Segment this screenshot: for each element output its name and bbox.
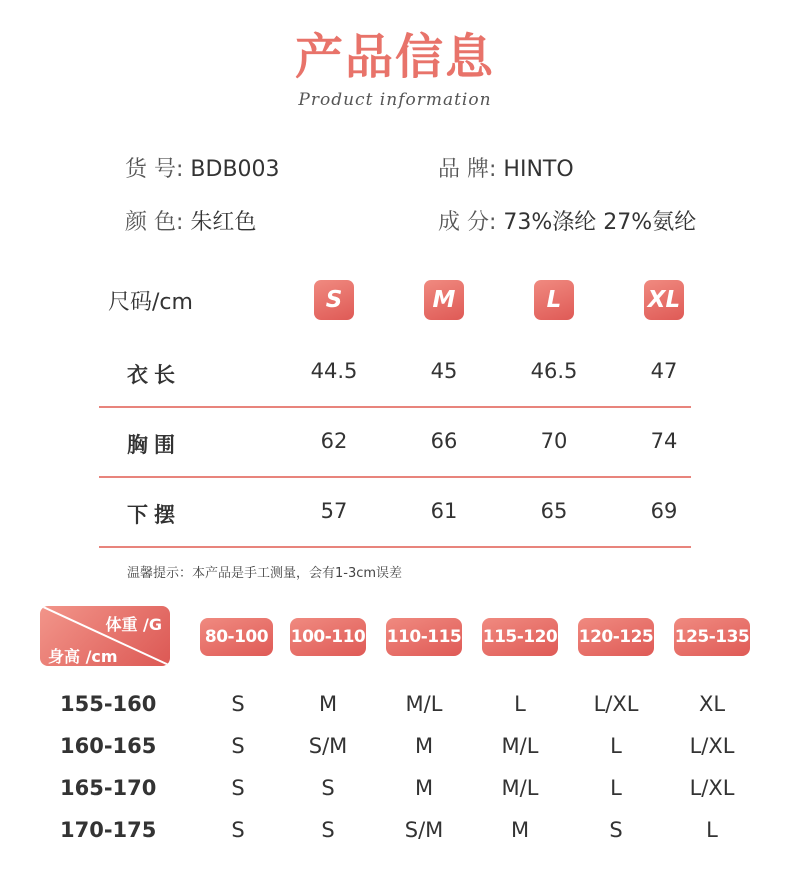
cell-chest-s: 62 xyxy=(320,429,348,453)
cell-hem-m: 61 xyxy=(430,499,458,523)
row-label-hem: 下摆 xyxy=(127,503,181,527)
recommend-cell: L xyxy=(514,692,526,716)
material-label: 成 分: xyxy=(438,210,497,235)
page-title: 产品信息 xyxy=(294,29,495,85)
material-value: 73%涤纶 27%氨纶 xyxy=(503,210,697,235)
cell-length-m: 45 xyxy=(430,359,458,383)
sku-label: 货 号: xyxy=(125,157,184,182)
recommend-cell: M/L xyxy=(405,692,443,716)
recommend-corner-header xyxy=(40,606,170,666)
recommend-cell: XL xyxy=(698,692,726,716)
recommend-cell: S xyxy=(231,692,245,716)
recommend-cell: S xyxy=(321,776,335,800)
recommend-cell: M xyxy=(510,818,530,842)
weight-badge: 110-115 xyxy=(386,618,462,656)
recommend-cell: S xyxy=(231,818,245,842)
row-divider xyxy=(99,546,691,548)
height-range-label: 165-170 xyxy=(60,776,157,800)
cell-chest-l: 70 xyxy=(540,429,568,453)
sku-value: BDB003 xyxy=(190,157,280,182)
recommend-cell: L/XL xyxy=(689,734,735,758)
weight-badge: 100-110 xyxy=(290,618,366,656)
recommend-cell: S/M xyxy=(404,818,444,842)
recommend-cell: S xyxy=(231,776,245,800)
recommend-cell: S/M xyxy=(308,734,348,758)
weight-axis-label: 体重 /G xyxy=(105,615,162,634)
cell-length-s: 44.5 xyxy=(310,359,358,383)
brand-value: HINTO xyxy=(503,157,574,182)
recommend-cell: L/XL xyxy=(689,776,735,800)
recommend-cell: M xyxy=(318,692,338,716)
material-info xyxy=(438,205,696,236)
recommend-cell: M/L xyxy=(501,734,539,758)
recommend-cell: M xyxy=(414,776,434,800)
recommend-cell: L xyxy=(610,776,622,800)
height-range-label: 155-160 xyxy=(60,692,157,716)
cell-chest-m: 66 xyxy=(430,429,458,453)
recommend-cell: S xyxy=(231,734,245,758)
recommend-cell: M xyxy=(414,734,434,758)
cell-length-l: 46.5 xyxy=(530,359,578,383)
cell-hem-xl: 69 xyxy=(650,499,678,523)
sku-info xyxy=(125,152,280,183)
row-divider xyxy=(99,406,691,408)
brand-label: 品 牌: xyxy=(438,157,497,182)
color-value: 朱红色 xyxy=(190,210,257,235)
weight-badge: 80-100 xyxy=(200,618,273,656)
size-badge-s: S xyxy=(314,280,354,320)
measurement-note: 温馨提示：本产品是手工测量，会有1-3cm误差 xyxy=(127,566,403,581)
cell-hem-s: 57 xyxy=(320,499,348,523)
color-label: 颜 色: xyxy=(125,210,184,235)
row-divider xyxy=(99,476,691,478)
weight-badge: 120-125 xyxy=(578,618,654,656)
weight-badge: 115-120 xyxy=(482,618,558,656)
height-axis-label: 身高 /cm xyxy=(48,647,118,666)
row-label-chest: 胸围 xyxy=(127,433,181,457)
weight-badge: 125-135 xyxy=(674,618,750,656)
recommend-cell: S xyxy=(609,818,623,842)
height-range-label: 170-175 xyxy=(60,818,157,842)
brand-info xyxy=(438,152,574,183)
size-table-header: 尺码/cm xyxy=(108,290,193,315)
height-range-label: 160-165 xyxy=(60,734,157,758)
cell-chest-xl: 74 xyxy=(650,429,678,453)
recommend-cell: L xyxy=(610,734,622,758)
color-info xyxy=(125,205,256,236)
recommend-cell: S xyxy=(321,818,335,842)
page-subtitle: Product information xyxy=(298,90,492,110)
cell-length-xl: 47 xyxy=(650,359,678,383)
recommend-cell: M/L xyxy=(501,776,539,800)
size-badge-l: L xyxy=(534,280,574,320)
recommend-cell: L xyxy=(706,818,718,842)
size-badge-xl: XL xyxy=(644,280,684,320)
size-badge-m: M xyxy=(424,280,464,320)
recommend-cell: L/XL xyxy=(593,692,639,716)
row-label-length: 衣长 xyxy=(127,363,181,387)
cell-hem-l: 65 xyxy=(540,499,568,523)
